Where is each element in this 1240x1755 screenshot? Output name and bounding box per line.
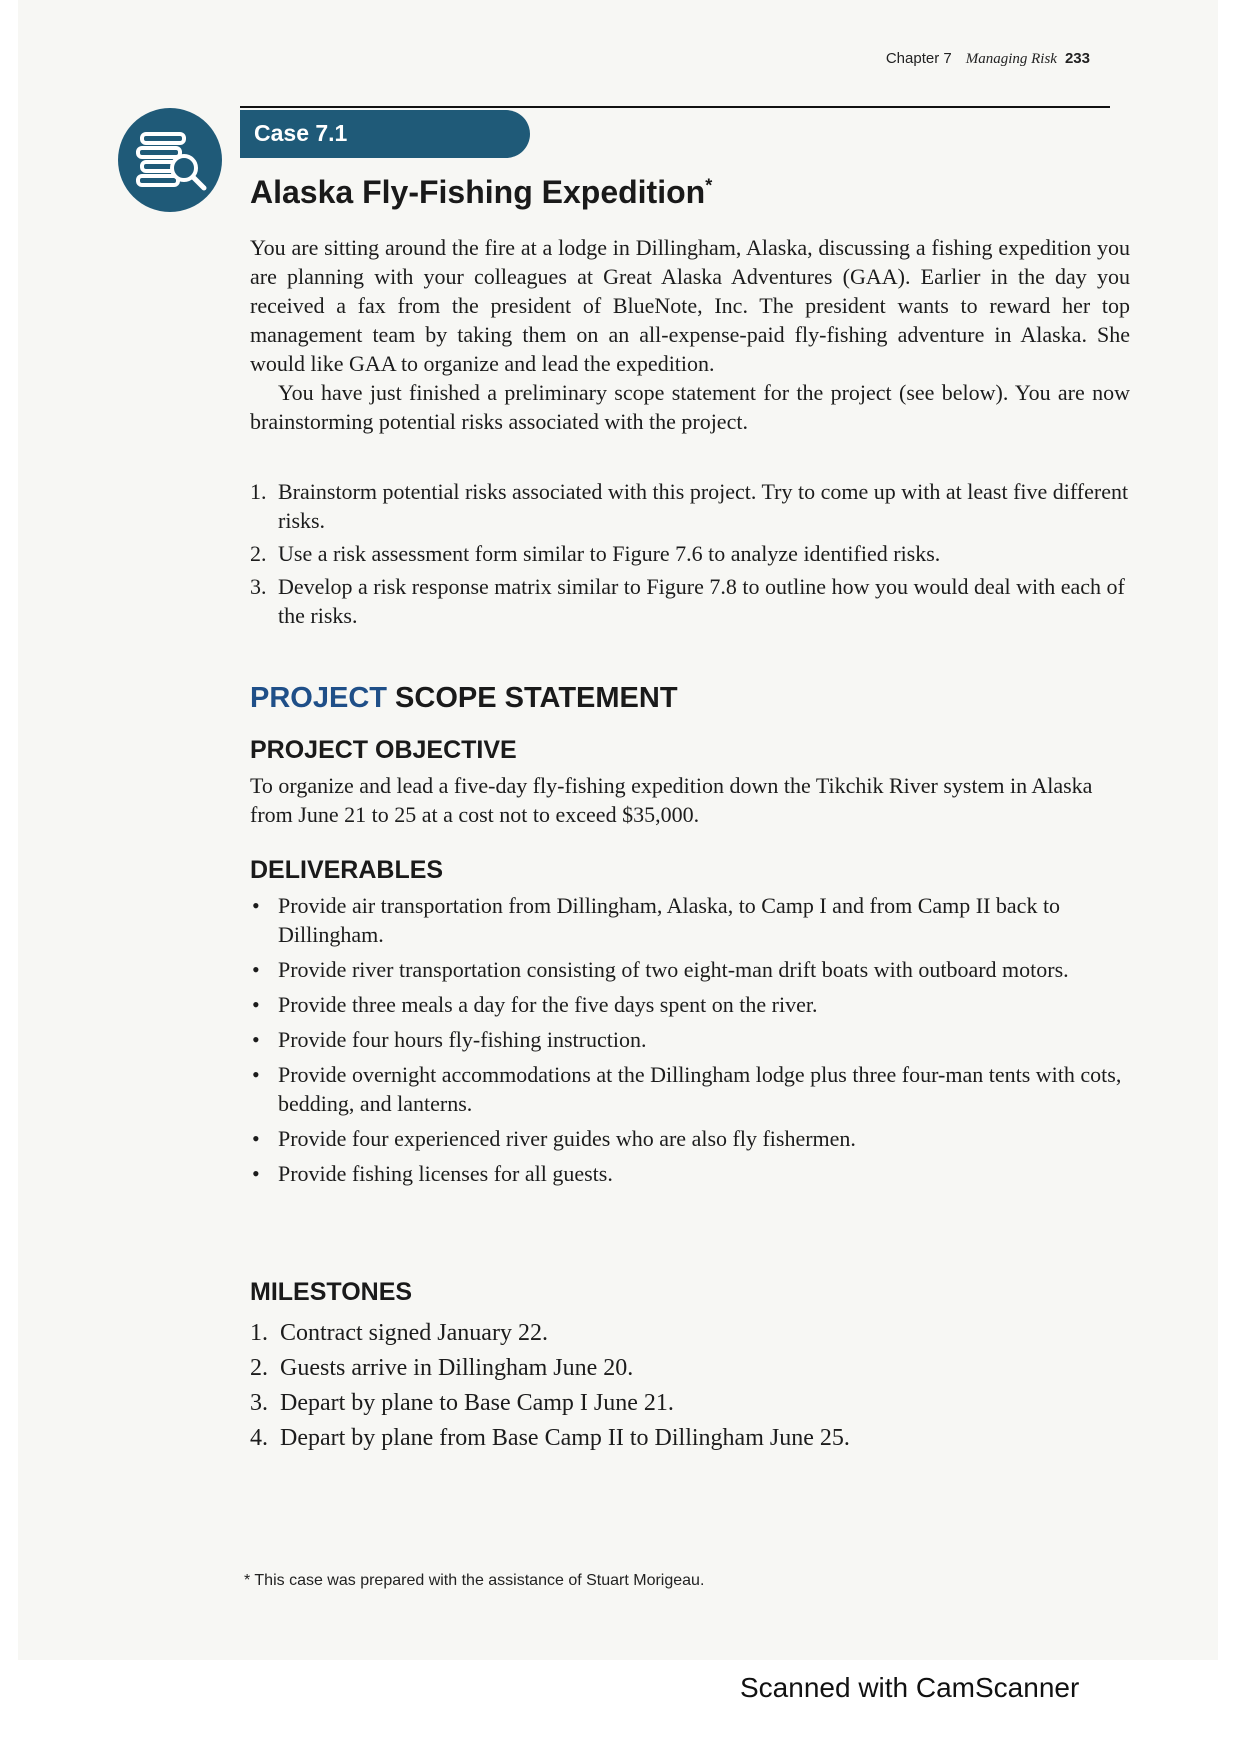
case-title-text: Alaska Fly-Fishing Expedition bbox=[250, 174, 706, 210]
milestone-item bbox=[250, 1351, 1130, 1386]
case-label: Case 7.1 bbox=[240, 110, 530, 158]
intro-paragraph-1: You are sitting around the fire at a lodge in Dillingham, Alaska, discussing a fishing expedition you are planning with your colleagues at Great Alaska Adventures (GAA). Earlier in the day you received a fax from the president of BlueNote, Inc. The president wants to reward her top management team by taking them on an all-expense-paid fly-fishing adventure in Alaska. She would like GAA to organize and lead the expedition. bbox=[250, 235, 1130, 376]
deliverable-item bbox=[250, 990, 1130, 1019]
deliverable-text: Provide four hours fly-fishing instruction. bbox=[278, 1027, 647, 1052]
bullet: • bbox=[252, 1062, 260, 1087]
question-item bbox=[250, 572, 1130, 630]
question-text: Use a risk assessment form similar to Figure 7.6 to analyze identified risks. bbox=[278, 541, 941, 566]
deliverable-item bbox=[250, 955, 1130, 984]
objective-text: To organize and lead a five-day fly-fishing expedition down the Tikchik River system in Alaska from June 21 to 25 at a cost not to exceed $35,000. bbox=[250, 773, 1093, 827]
bullet: • bbox=[252, 957, 260, 982]
case-study-search-icon bbox=[118, 108, 222, 212]
bullet: • bbox=[252, 1126, 260, 1151]
milestone-item bbox=[250, 1421, 1130, 1456]
running-header bbox=[886, 50, 1090, 68]
milestone-text: Depart by plane to Base Camp I June 21. bbox=[280, 1390, 674, 1416]
question-list bbox=[250, 477, 1130, 634]
milestone-text: Contract signed January 22. bbox=[280, 1320, 548, 1346]
footnote bbox=[244, 1572, 704, 1590]
case-intro bbox=[250, 233, 1130, 436]
bullet: • bbox=[252, 1161, 260, 1186]
milestone-item bbox=[250, 1316, 1130, 1351]
milestones-list bbox=[250, 1316, 1130, 1456]
milestone-item bbox=[250, 1386, 1130, 1421]
deliverable-text: Provide river transportation consisting of two eight-man drift boats with outboard motors. bbox=[278, 957, 1069, 982]
bullet: • bbox=[252, 1027, 260, 1052]
scope-heading-accent: PROJECT bbox=[250, 682, 387, 714]
scope-statement-heading bbox=[250, 682, 678, 715]
milestone-number: 1. bbox=[250, 1320, 268, 1346]
bullet: • bbox=[252, 893, 260, 918]
deliverable-item bbox=[250, 1025, 1130, 1054]
milestone-number: 4. bbox=[250, 1425, 268, 1451]
milestones-heading: MILESTONES bbox=[250, 1278, 413, 1306]
deliverables-heading: DELIVERABLES bbox=[250, 856, 444, 884]
page-number: 233 bbox=[1064, 50, 1090, 67]
objective-heading: PROJECT OBJECTIVE bbox=[250, 736, 517, 764]
header-rule bbox=[240, 106, 1110, 108]
question-item bbox=[250, 477, 1130, 535]
footnote-marker: * bbox=[244, 1572, 251, 1589]
case-title bbox=[250, 174, 712, 211]
question-number: 1. bbox=[250, 479, 267, 504]
deliverable-text: Provide four experienced river guides who are also fly fishermen. bbox=[278, 1126, 856, 1151]
bullet: • bbox=[252, 992, 260, 1017]
title-footnote-marker: * bbox=[705, 175, 713, 196]
milestone-text: Guests arrive in Dillingham June 20. bbox=[280, 1355, 634, 1381]
chapter-label: Chapter 7 bbox=[885, 50, 952, 67]
question-number: 2. bbox=[250, 541, 267, 566]
deliverable-text: Provide overnight accommodations at the Dillingham lodge plus three four-man tents with cots, bedding, and lanterns. bbox=[278, 1062, 1122, 1116]
scope-heading-rest: SCOPE STATEMENT bbox=[395, 682, 678, 714]
deliverable-text: Provide air transportation from Dillingham, Alaska, to Camp I and from Camp II back to Dillingham. bbox=[278, 893, 1061, 947]
deliverable-item bbox=[250, 1060, 1130, 1118]
intro-paragraph-2: You have just finished a preliminary scope statement for the project (see below). You are now brainstorming potential risks associated with the project. bbox=[250, 380, 1130, 434]
scanner-watermark: Scanned with CamScanner bbox=[740, 1672, 1080, 1703]
deliverable-text: Provide fishing licenses for all guests. bbox=[278, 1161, 613, 1186]
question-text: Brainstorm potential risks associated with this project. Try to come up with at least five different risks. bbox=[278, 479, 1129, 533]
running-title: Managing Risk bbox=[965, 51, 1057, 67]
deliverable-item bbox=[250, 1159, 1130, 1188]
milestone-number: 2. bbox=[250, 1355, 268, 1381]
question-item bbox=[250, 539, 1130, 568]
question-number: 3. bbox=[250, 574, 267, 599]
deliverable-item bbox=[250, 1124, 1130, 1153]
deliverable-item bbox=[250, 891, 1130, 949]
milestone-number: 3. bbox=[250, 1390, 268, 1416]
milestone-text: Depart by plane from Base Camp II to Dillingham June 25. bbox=[280, 1425, 850, 1451]
deliverable-text: Provide three meals a day for the five days spent on the river. bbox=[278, 992, 818, 1017]
deliverables-list bbox=[250, 891, 1130, 1194]
footnote-text: This case was prepared with the assistance of Stuart Morigeau. bbox=[254, 1572, 705, 1589]
question-text: Develop a risk response matrix similar to Figure 7.8 to outline how you would deal with each of the risks. bbox=[278, 574, 1125, 628]
